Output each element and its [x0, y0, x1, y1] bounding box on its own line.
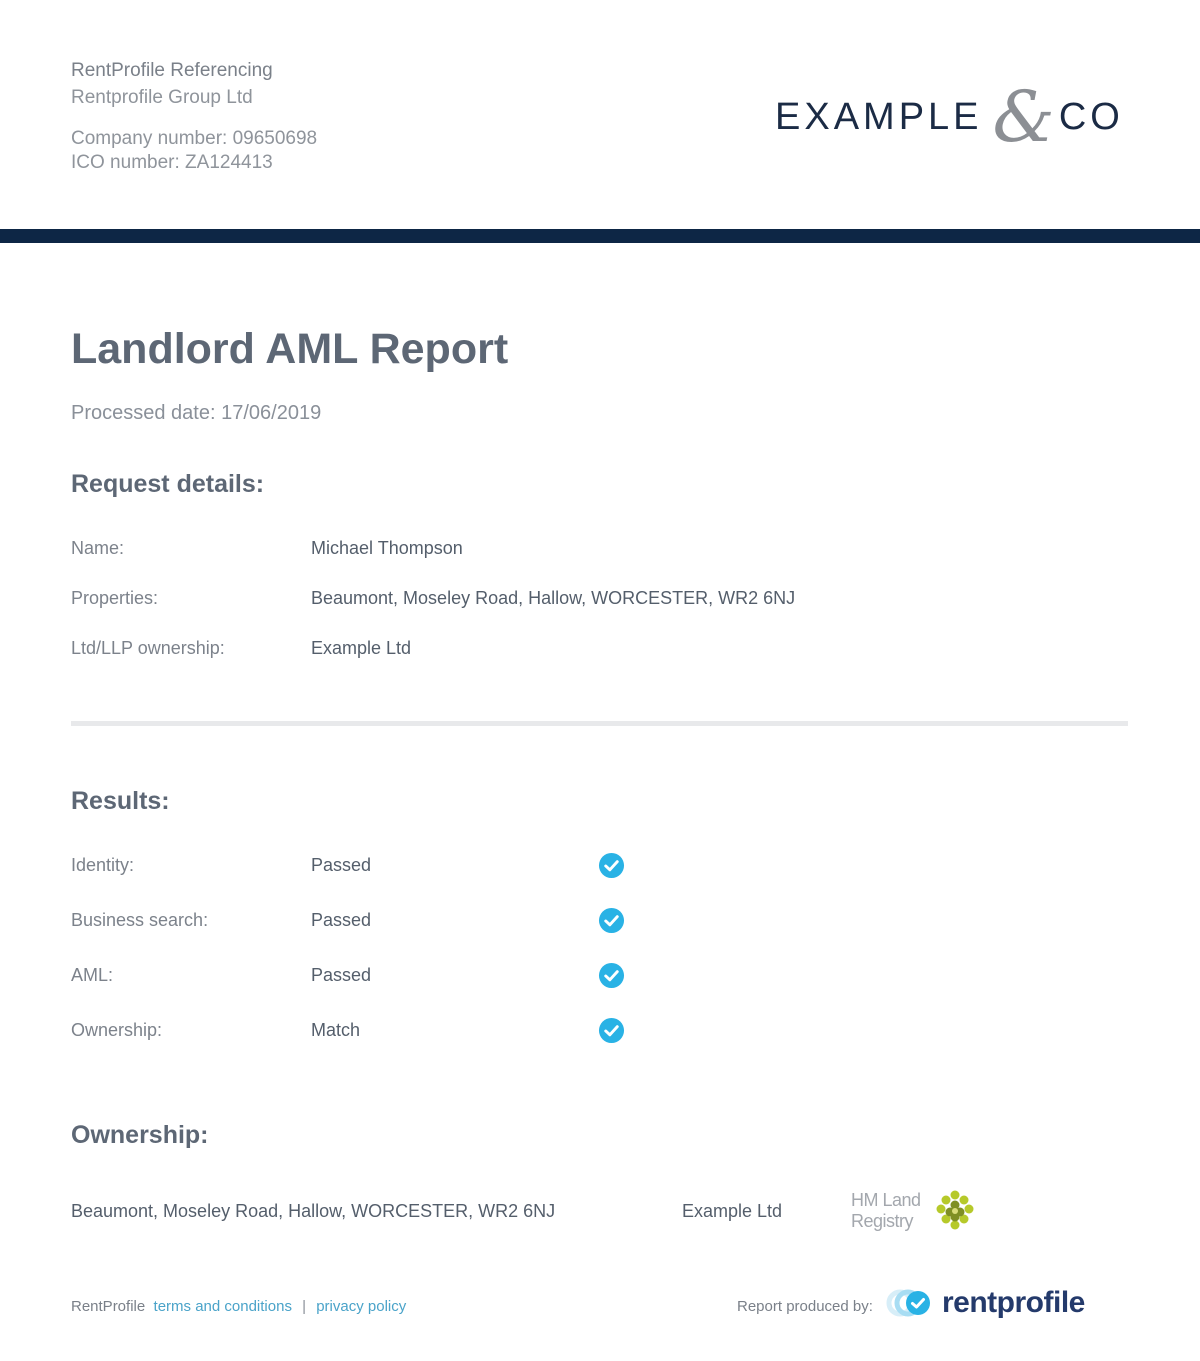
- row-label: Ltd/LLP ownership:: [71, 638, 225, 658]
- example-co-logo: [775, 76, 1124, 158]
- hmlr-text: [851, 1190, 921, 1232]
- row-label: Name:: [71, 538, 125, 558]
- hmlr-line1: HM Land: [851, 1190, 921, 1210]
- check-circle-icon: [598, 962, 625, 989]
- privacy-link[interactable]: privacy policy: [316, 1298, 407, 1315]
- logo-word-example: EXAMPLE: [775, 95, 983, 138]
- row-value: Beaumont, Moseley Road, Hallow, WORCESTER, WR2 6NJ: [311, 588, 796, 608]
- row-label: Identity:: [71, 855, 135, 875]
- company-info: [71, 57, 317, 175]
- row-value: Passed: [311, 910, 372, 930]
- rentprofile-logo: [886, 1286, 1085, 1320]
- footer-links: [71, 1297, 406, 1317]
- company-number: Company number: 09650698: [71, 128, 318, 149]
- row-label: Business search:: [71, 910, 209, 930]
- hm-land-registry-logo: [851, 1189, 977, 1233]
- check-circle-icon: [598, 1017, 625, 1044]
- footer-separator: |: [302, 1298, 307, 1315]
- logo-ampersand: &: [992, 76, 1055, 158]
- row-label: Properties:: [71, 588, 159, 608]
- processed-date: Processed date: 17/06/2019: [71, 402, 322, 424]
- check-circle-icon: [598, 852, 625, 879]
- produced-by-label: Report produced by:: [737, 1298, 873, 1315]
- row-label: AML:: [71, 965, 114, 985]
- header-bar: [0, 229, 1200, 243]
- section-divider: [71, 721, 1128, 726]
- results-heading: Results:: [71, 787, 170, 815]
- logo-word-co: CO: [1058, 95, 1124, 138]
- company-legal-name: Rentprofile Group Ltd: [71, 87, 253, 108]
- ownership-heading: Ownership:: [71, 1121, 209, 1149]
- request-details-heading: Request details:: [71, 470, 265, 498]
- ownership-owner: Example Ltd: [682, 1201, 783, 1221]
- land-registry-emblem-icon: [933, 1189, 977, 1233]
- row-value: Michael Thompson: [311, 538, 463, 558]
- check-circle-icon: [598, 907, 625, 934]
- terms-link[interactable]: terms and conditions: [153, 1298, 292, 1315]
- row-value: Passed: [311, 965, 372, 985]
- ownership-address: Beaumont, Moseley Road, Hallow, WORCESTER, WR2 6NJ: [71, 1201, 556, 1221]
- footer-brand: RentProfile: [71, 1298, 146, 1315]
- row-value: Example Ltd: [311, 638, 412, 658]
- ico-number: ICO number: ZA124413: [71, 152, 273, 173]
- row-label: Ownership:: [71, 1020, 163, 1040]
- rentprofile-check-icon: [886, 1287, 932, 1319]
- rentprofile-wordmark: rentprofile: [942, 1286, 1085, 1319]
- row-value: Passed: [311, 855, 372, 875]
- hmlr-line2: Registry: [851, 1211, 914, 1231]
- company-trading-name: RentProfile Referencing: [71, 60, 273, 81]
- report-title: Landlord AML Report: [71, 325, 509, 373]
- row-value: Match: [311, 1020, 361, 1040]
